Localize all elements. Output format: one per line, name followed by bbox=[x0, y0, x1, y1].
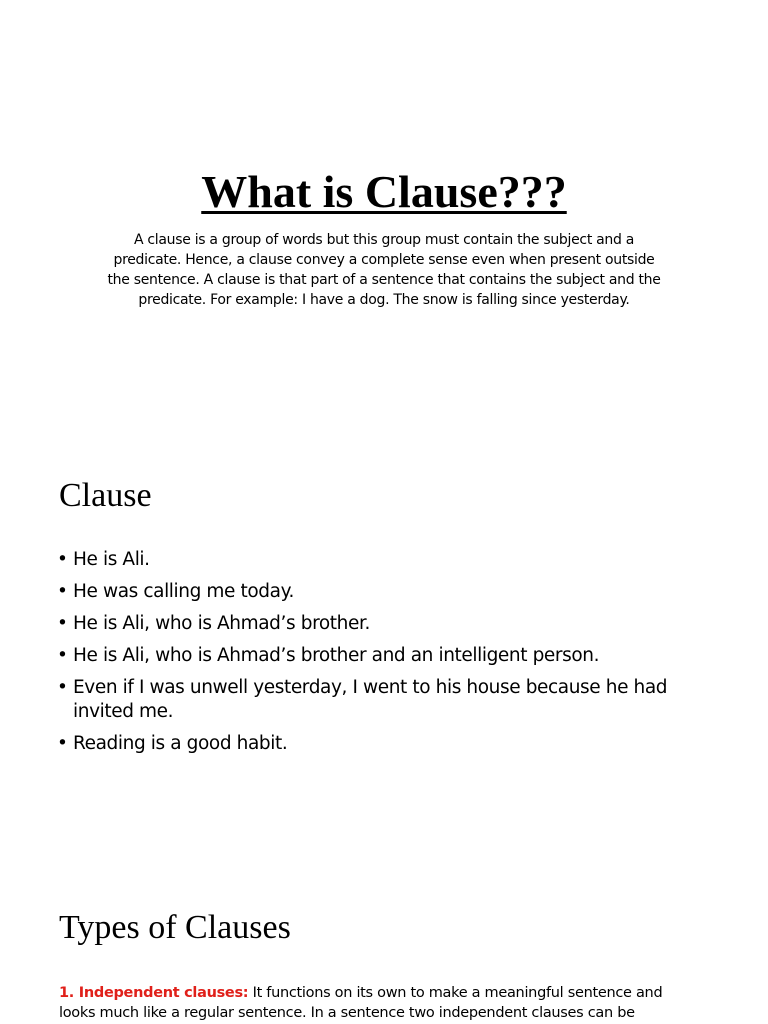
list-item: • He is Ali, who is Ahmad’s brother. bbox=[57, 612, 717, 636]
independent-clause-paragraph bbox=[59, 983, 699, 1023]
list-item: • He is Ali. bbox=[57, 548, 717, 572]
list-item: • He was calling me today. bbox=[57, 580, 717, 604]
intro-paragraph: A clause is a group of words but this group must contain the subject and a predicate. Hence, a clause convey a complete sense even when present outside the sentence. A clause is that part of a sentence that contains the subject and the predicate. For example: I have a dog. The snow is falling since yesterday. bbox=[107, 232, 661, 308]
slide-what-is-clause bbox=[0, 0, 768, 384]
list-item: • Reading is a good habit. bbox=[57, 732, 717, 756]
section-title-types: Types of Clauses bbox=[59, 909, 291, 946]
section-title-clause: Clause bbox=[59, 477, 152, 514]
list-item: • He is Ali, who is Ahmad’s brother and an intelligent person. bbox=[57, 644, 717, 668]
independent-clause-label: 1. Independent clauses: bbox=[59, 985, 249, 1001]
list-item: • Even if I was unwell yesterday, I went to his house because he had invited me. bbox=[57, 676, 717, 724]
example-list bbox=[57, 548, 717, 764]
slide-clause-examples bbox=[0, 432, 768, 816]
slide-types-of-clauses bbox=[0, 864, 768, 1024]
page-title: What is Clause??? bbox=[201, 166, 567, 217]
independent-clause-text: It functions on its own to make a meaningful sentence and looks much like a regular sentence. In a sentence two independent clauses can be bbox=[59, 985, 663, 1021]
